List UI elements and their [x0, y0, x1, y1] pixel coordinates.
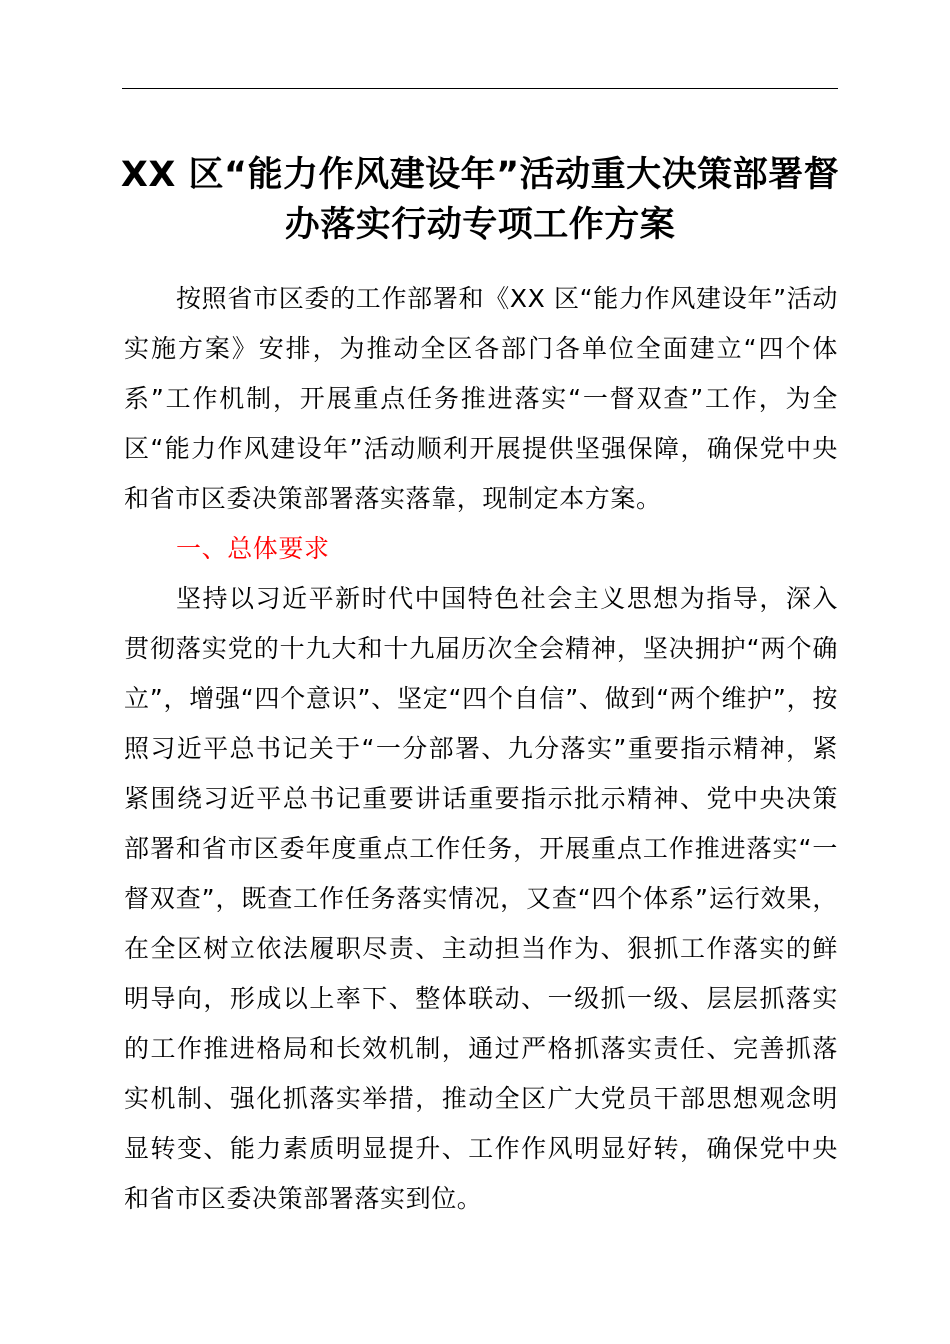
- title-line-1: XX 区“能力作风建设年”活动重大决策部署督: [120, 155, 840, 195]
- intro-paragraph: 按照省市区委的工作部署和《XX 区“能力作风建设年”活动实施方案》安排，为推动全区各部门各单位全面建立“四个体系”工作机制，开展重点任务推进落实“一督双查”工作，为全区“能力作风建设年”活动顺利开展提供坚强保障，确保党中央和省市区委决策部署落实落靠，现制定本方案。: [124, 284, 838, 513]
- overall-requirements-paragraph: 坚持以习近平新时代中国特色社会主义思想为指导，深入贯彻落实党的十九大和十九届历次全会精神，坚决拥护“两个确立”，增强“四个意识”、坚定“四个自信”、做到“两个维护”，按照习近平总书记关于“一分部署、九分落实”重要指示精神，紧紧围绕习近平总书记重要讲话重要指示批示精神、党中央决策部署和省市区委年度重点工作任务，开展重点工作推进落实“一督双查”，既查工作任务落实情况，又查“四个体系”运行效果，在全区树立依法履职尽责、主动担当作为、狠抓工作落实的鲜明导向，形成以上率下、整体联动、一级抓一级、层层抓落实的工作推进格局和长效机制，通过严格抓落实责任、完善抓落实机制、强化抓落实举措，推动全区广大党员干部思想观念明显转变、能力素质明显提升、工作作风明显好转，确保党中央和省市区委决策部署落实到位。: [124, 584, 838, 1213]
- section-heading-overall-requirements: 一、总体要求: [176, 534, 330, 563]
- header-rule: [122, 88, 838, 89]
- document-title: [110, 150, 850, 250]
- title-line-2: 办落实行动专项工作方案: [284, 205, 676, 245]
